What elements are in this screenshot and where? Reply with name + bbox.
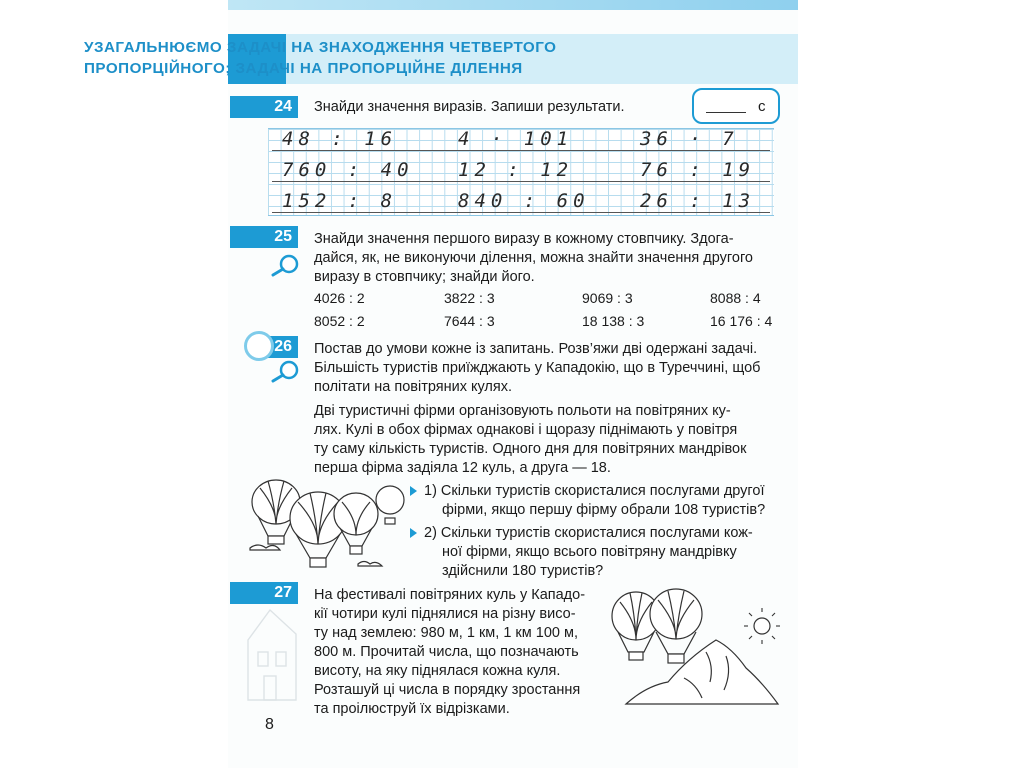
task27-line-7: та проілюструй їх відрізками. [314,701,510,717]
task-number-25: 25 [230,226,298,248]
expression-6: 76 : 19 [640,159,756,181]
answer-blank [706,112,746,113]
task27-line-6: Розташуй ці числа в порядку зростання [314,682,581,698]
task26-question-1 [424,482,784,520]
task26-p2-line-4: перша фірма задіяла 12 куль, а друга — 18. [314,460,611,476]
heading-line-1: УЗАГАЛЬНЮЄМО ЗАДАЧІ НА ЗНАХОДЖЕННЯ ЧЕТВЕРТОГО [84,39,557,56]
task27-line-3: ту над землею: 980 м, 1 км, 1 км 100 м, [314,625,578,641]
task26-p2-line-3: ту саму кількість туристів. Одного дня для повітряних мандрівок [314,441,747,457]
calc-expression: 7644 : 3 [444,313,495,329]
building-sketch-illustration [240,600,310,710]
calc-expression: 18 138 : 3 [582,313,645,329]
time-answer-box[interactable] [692,88,780,124]
task26-intro [314,340,784,397]
expression-5: 12 : 12 [458,159,574,181]
task25-line-3: виразу в стовпчику; знайди його. [314,269,535,285]
task25-line-1: Знайди значення першого виразу в кожному стовпчику. Здога- [314,231,734,247]
expression-3: 36 · 7 [640,128,739,150]
calc-expression: 9069 : 3 [582,290,633,306]
calc-expression: 16 176 : 4 [710,313,773,329]
calc-expression: 8052 : 2 [314,313,365,329]
task26-p2-line-2: лях. Кулі в обох фірмах однакові і щоразу піднімають у повітря [314,422,738,438]
question-2-line-2: ної фірми, якщо всього повітряну мандрівку [442,544,737,560]
expression-2: 4 · 101 [458,128,574,150]
answer-line [272,181,770,182]
calc-expression: 4026 : 2 [314,290,365,306]
task26-condition [314,402,784,478]
task24-text: Знайди значення виразів. Запиши результати. [314,99,625,115]
question-1-line-1: 1) Скільки туристів скористалися послугами другої [424,483,765,499]
task26-p2-line-1: Дві туристичні фірми організовують польоти на повітряних ку- [314,403,731,419]
question-1-line-2: фірми, якщо першу фірму обрали 108 туристів? [442,502,766,518]
expression-8: 840 : 60 [458,190,590,212]
task27-line-2: кії чотири кулі піднялися на різну висо- [314,606,576,622]
answer-line [272,212,770,213]
task-number-27: 27 [230,582,298,604]
magnifier-icon [270,360,302,384]
expression-4: 760 : 40 [282,159,414,181]
task-number-26: 26 [258,336,298,358]
top-bar [228,0,798,10]
task27-text [314,586,614,719]
calc-expression: 3822 : 3 [444,290,495,306]
question-2-line-1: 2) Скільки туристів скористалися послугами кож- [424,525,753,541]
question-2-line-3: здійснили 180 туристів? [442,563,604,579]
expression-9: 26 : 13 [640,190,756,212]
task-number-24: 24 [230,96,298,118]
balloons-mountain-illustration [606,586,786,718]
magnifier-icon [270,254,302,278]
answer-unit: с [758,98,766,115]
badge-circle [244,331,274,361]
task25-text [314,230,780,287]
task27-line-1: На фестивалі повітряних куль у Кападо- [314,587,586,603]
answer-line [272,150,770,151]
arrow-icon [410,528,417,538]
section-heading [84,37,564,79]
task26-line-1: Постав до умови кожне із запитань. Розв’яжи дві одержані задачі. [314,341,758,357]
task26-line-2: Більшість туристів приїжджають у Кападокію, що в Туреччині, щоб [314,360,761,376]
task25-line-2: дайся, як, не виконуючи ділення, можна знайти значення другого [314,250,753,266]
heading-line-2: ПРОПОРЦІЙНОГО; ЗАДАЧІ НА ПРОПОРЦІЙНЕ ДІЛЕННЯ [84,60,523,77]
task27-line-4: 800 м. Прочитай числа, що позначають [314,644,579,660]
calc-expression: 8088 : 4 [710,290,761,306]
task26-question-2 [424,524,784,581]
hot-air-balloons-illustration [240,478,410,590]
task26-line-3: політати на повітряних кулях. [314,379,513,395]
expression-7: 152 : 8 [282,190,398,212]
task27-line-5: висоту, на яку піднялася кожна куля. [314,663,561,679]
page-number: 8 [265,716,274,733]
arrow-icon [410,486,417,496]
expression-1: 48 : 16 [282,128,398,150]
